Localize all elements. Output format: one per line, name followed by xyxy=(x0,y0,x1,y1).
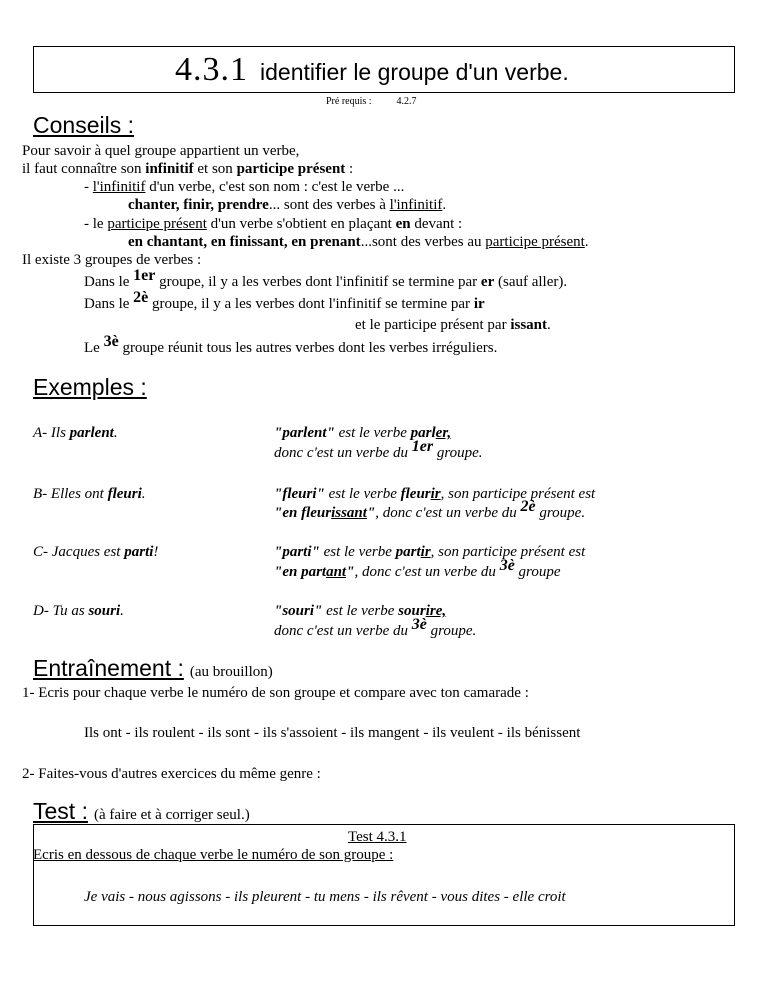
conseils-line: - l'infinitif d'un verbe, c'est son nom : c'est le verbe ... xyxy=(84,179,405,195)
example-c-explanation: "en partant", donc c'est un verbe du 3è groupe xyxy=(274,557,561,580)
example-a-sentence: A- Ils parlent. xyxy=(33,425,118,441)
example-c-explanation: "parti" est le verbe partir, son participe présent est xyxy=(274,544,586,560)
example-a-explanation: donc c'est un verbe du 1er groupe. xyxy=(274,438,483,461)
conseils-line: Pour savoir à quel groupe appartient un verbe, xyxy=(22,143,300,159)
conseils-line: Le 3è groupe réunit tous les autres verbes dont les verbes irréguliers. xyxy=(84,333,498,356)
conseils-line: et le participe présent par issant. xyxy=(355,317,551,333)
conseils-line: Dans le 2è groupe, il y a les verbes dont l'infinitif se termine par ir xyxy=(84,289,485,312)
example-d-explanation: donc c'est un verbe du 3è groupe. xyxy=(274,616,477,639)
conseils-line: chanter, finir, prendre... sont des verbes à l'infinitif. xyxy=(128,197,447,213)
exercise-verbs: Ils ont - ils roulent - ils sont - ils s'assoient - ils mangent - ils veulent - ils bénissent xyxy=(84,725,581,741)
example-b-sentence: B- Elles ont fleuri. xyxy=(33,486,146,502)
exemples-heading: Exemples : xyxy=(33,374,147,400)
test-verbs: Je vais - nous agissons - ils pleurent - tu mens - ils rêvent - vous dites - elle croit xyxy=(84,889,566,905)
entrainement-heading: Entraînement : (au brouillon) xyxy=(33,655,273,681)
example-b-explanation: "fleuri" est le verbe fleurir, son participe présent est xyxy=(274,486,596,502)
conseils-line: Dans le 1er groupe, il y a les verbes dont l'infinitif se termine par er (sauf aller). xyxy=(84,267,568,290)
conseils-line: il faut connaître son infinitif et son participe présent : xyxy=(22,161,354,177)
conseils-heading: Conseils : xyxy=(33,112,134,138)
conseils-line: - le participe présent d'un verbe s'obtient en plaçant en devant : xyxy=(84,216,463,232)
example-d-explanation: "souri" est le verbe sourire, xyxy=(274,603,447,619)
lesson-title: identifier le groupe d'un verbe. xyxy=(260,59,569,85)
example-a-explanation: "parlent" est le verbe parler, xyxy=(274,425,452,441)
test-box-title: Test 4.3.1 xyxy=(348,829,407,845)
test-instruction: Ecris en dessous de chaque verbe le numéro de son groupe : xyxy=(33,847,394,863)
exercise-instruction: 1- Ecris pour chaque verbe le numéro de son groupe et compare avec ton camarade : xyxy=(22,685,529,701)
prerequisite: Pré requis : 4.2.7 xyxy=(326,96,417,107)
example-d-sentence: D- Tu as souri. xyxy=(33,603,124,619)
lesson-number: 4.3.1 xyxy=(175,51,248,88)
test-heading: Test : (à faire et à corriger seul.) xyxy=(33,798,250,824)
page-title xyxy=(175,50,569,91)
conseils-line: en chantant, en finissant, en prenant...sont des verbes au participe présent. xyxy=(128,234,589,250)
example-c-sentence: C- Jacques est parti! xyxy=(33,544,159,560)
conseils-line: Il existe 3 groupes de verbes : xyxy=(22,252,202,268)
exercise-instruction: 2- Faites-vous d'autres exercices du même genre : xyxy=(22,766,321,782)
example-b-explanation: "en fleurissant", donc c'est un verbe du 2è groupe. xyxy=(274,498,586,521)
